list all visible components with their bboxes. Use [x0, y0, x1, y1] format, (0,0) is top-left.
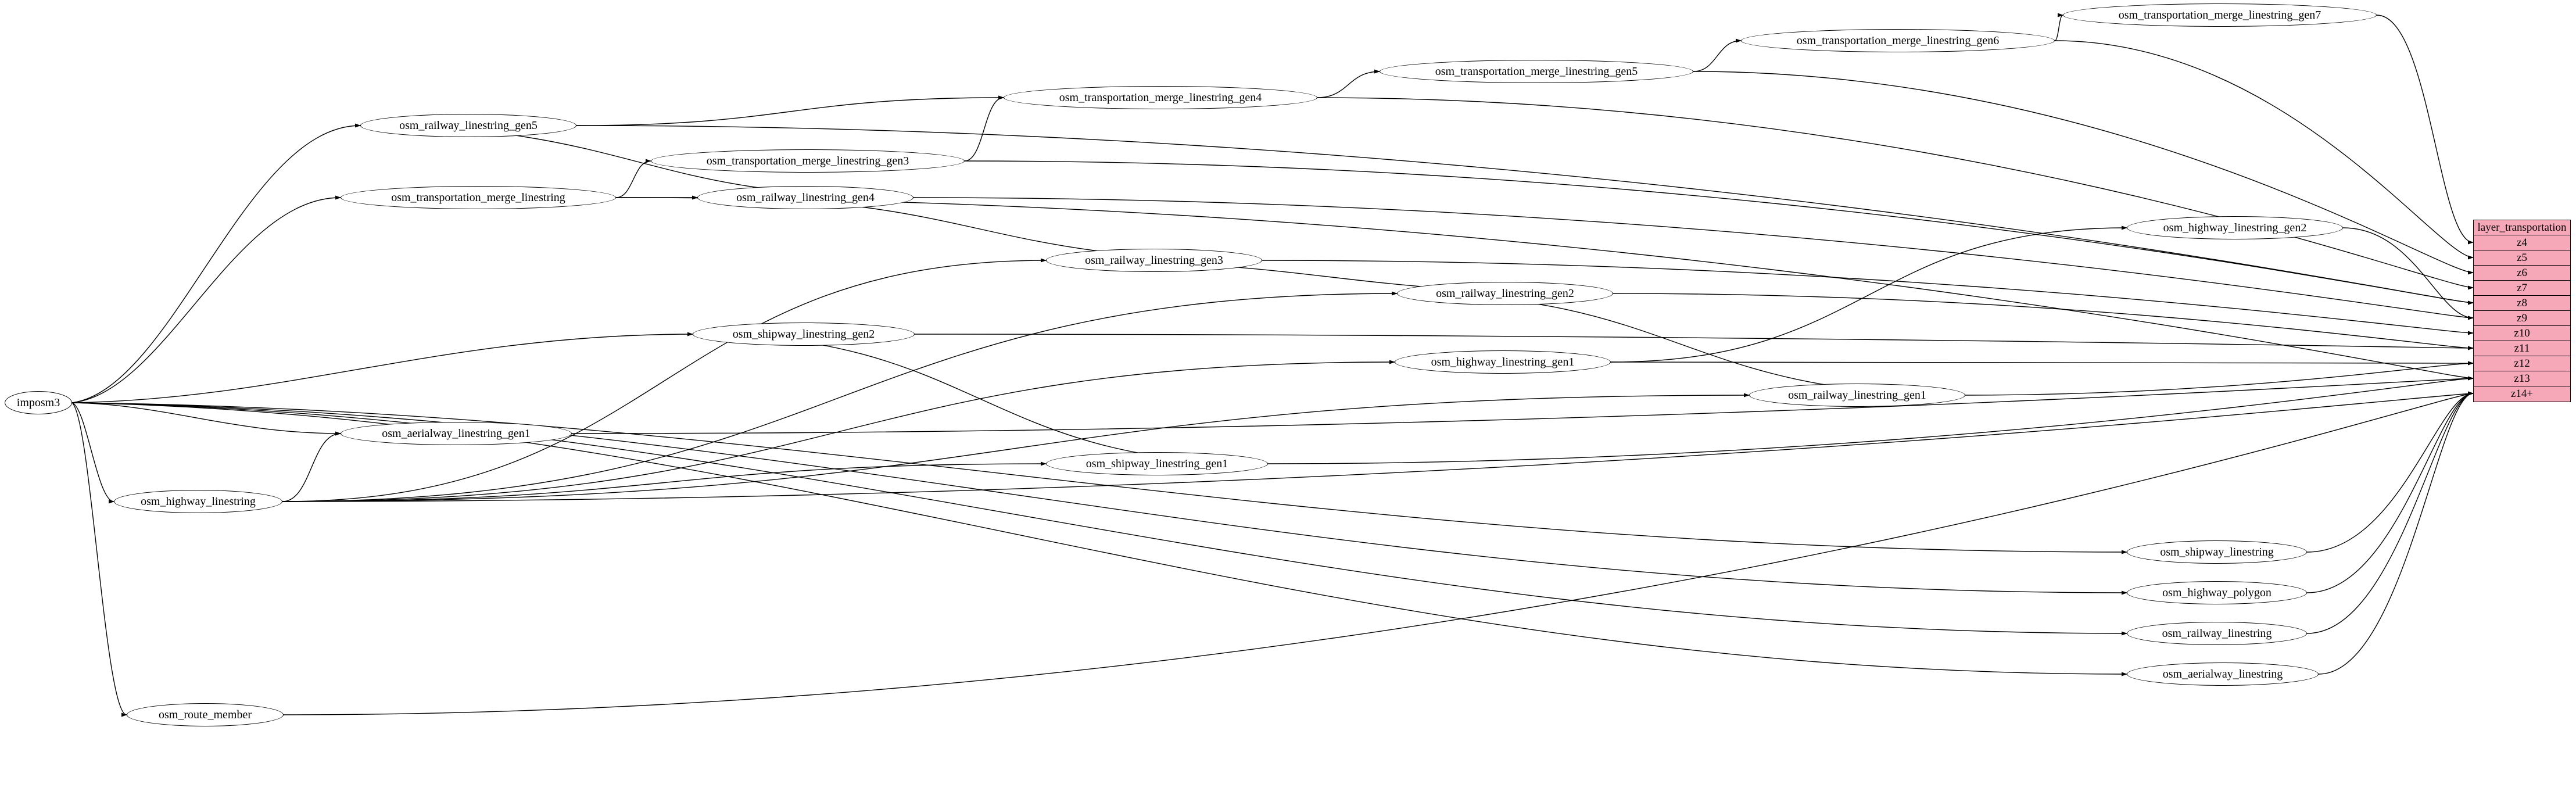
- node-osm-transportation-merge-linestring[interactable]: osm_transportation_merge_linestring: [341, 186, 616, 209]
- edge: [1611, 362, 2473, 363]
- node-osm-shipway-linestring-gen1[interactable]: osm_shipway_linestring_gen1: [1046, 452, 1268, 475]
- edge: [1693, 41, 1741, 71]
- layer-table-row-z9[interactable]: z9: [2474, 311, 2570, 326]
- edge: [965, 98, 1004, 161]
- source-node-imposm3[interactable]: imposm3: [5, 391, 72, 414]
- edge: [2055, 15, 2063, 41]
- node-osm-aerialway-linestring[interactable]: osm_aerialway_linestring: [2127, 662, 2319, 686]
- layer-table-row-z10[interactable]: z10: [2474, 326, 2570, 341]
- edge: [2377, 15, 2473, 242]
- layer-table-row-z14plus[interactable]: z14+: [2474, 386, 2570, 402]
- edge: [72, 198, 341, 403]
- edge: [282, 395, 1749, 502]
- layer-table-row-z8[interactable]: z8: [2474, 296, 2570, 311]
- edge: [72, 403, 127, 715]
- edge: [572, 378, 2473, 434]
- edge: [616, 161, 651, 198]
- node-osm-route-member[interactable]: osm_route_member: [127, 703, 284, 726]
- edge: [1693, 71, 2473, 273]
- edge: [2343, 228, 2473, 318]
- layer-table-row-z7[interactable]: z7: [2474, 281, 2570, 296]
- node-osm-railway-linestring[interactable]: osm_railway_linestring: [2127, 622, 2307, 645]
- edge: [1613, 293, 2473, 348]
- node-osm-railway-linestring-gen2[interactable]: osm_railway_linestring_gen2: [1397, 282, 1613, 305]
- edge: [2307, 393, 2473, 593]
- edge: [2319, 393, 2473, 674]
- node-osm-highway-polygon[interactable]: osm_highway_polygon: [2127, 581, 2307, 604]
- node-osm-transportation-merge-linestring-gen4[interactable]: osm_transportation_merge_linestring_gen4: [1004, 86, 1317, 109]
- node-osm-highway-linestring[interactable]: osm_highway_linestring: [114, 490, 282, 513]
- node-osm-railway-linestring-gen4[interactable]: osm_railway_linestring_gen4: [697, 186, 913, 209]
- layer-table-row-z13[interactable]: z13: [2474, 371, 2570, 386]
- node-osm-transportation-merge-linestring-gen7[interactable]: osm_transportation_merge_linestring_gen7: [2063, 3, 2377, 27]
- edge: [576, 98, 1004, 126]
- node-osm-railway-linestring-gen1[interactable]: osm_railway_linestring_gen1: [1749, 384, 1965, 407]
- layer-table-row-z11[interactable]: z11: [2474, 341, 2570, 356]
- edge: [72, 334, 693, 403]
- node-osm-transportation-merge-linestring-gen3[interactable]: osm_transportation_merge_linestring_gen3: [651, 149, 965, 173]
- node-osm-railway-linestring-gen5[interactable]: osm_railway_linestring_gen5: [360, 114, 576, 137]
- node-osm-railway-linestring-gen3[interactable]: osm_railway_linestring_gen3: [1046, 249, 1262, 272]
- node-osm-transportation-merge-linestring-gen5[interactable]: osm_transportation_merge_linestring_gen5: [1380, 60, 1693, 83]
- layer-transportation-table[interactable]: [2473, 220, 2571, 402]
- node-osm-highway-linestring-gen1[interactable]: osm_highway_linestring_gen1: [1395, 350, 1611, 374]
- node-osm-shipway-linestring-gen2[interactable]: osm_shipway_linestring_gen2: [693, 323, 915, 346]
- node-osm-transportation-merge-linestring-gen6[interactable]: osm_transportation_merge_linestring_gen6: [1741, 29, 2055, 52]
- edge: [1965, 363, 2473, 395]
- edge: [1317, 71, 1380, 98]
- edge: [72, 403, 2127, 674]
- layer-table-row-z5[interactable]: z5: [2474, 250, 2570, 266]
- edge: [1317, 98, 2473, 288]
- layer-table-title: layer_transportation: [2474, 220, 2570, 235]
- edge: [915, 334, 2473, 348]
- layer-table-row-z12[interactable]: z12: [2474, 356, 2570, 371]
- layer-table-row-z6[interactable]: z6: [2474, 266, 2570, 281]
- edge: [1397, 293, 1965, 395]
- edge: [282, 434, 341, 502]
- edge: [2307, 393, 2473, 552]
- layer-table-row-z4[interactable]: z4: [2474, 235, 2570, 250]
- node-osm-highway-linestring-gen2[interactable]: osm_highway_linestring_gen2: [2127, 216, 2343, 239]
- node-osm-aerialway-linestring-gen1[interactable]: osm_aerialway_linestring_gen1: [341, 422, 572, 445]
- edge: [72, 126, 360, 403]
- node-osm-shipway-linestring[interactable]: osm_shipway_linestring: [2127, 540, 2307, 564]
